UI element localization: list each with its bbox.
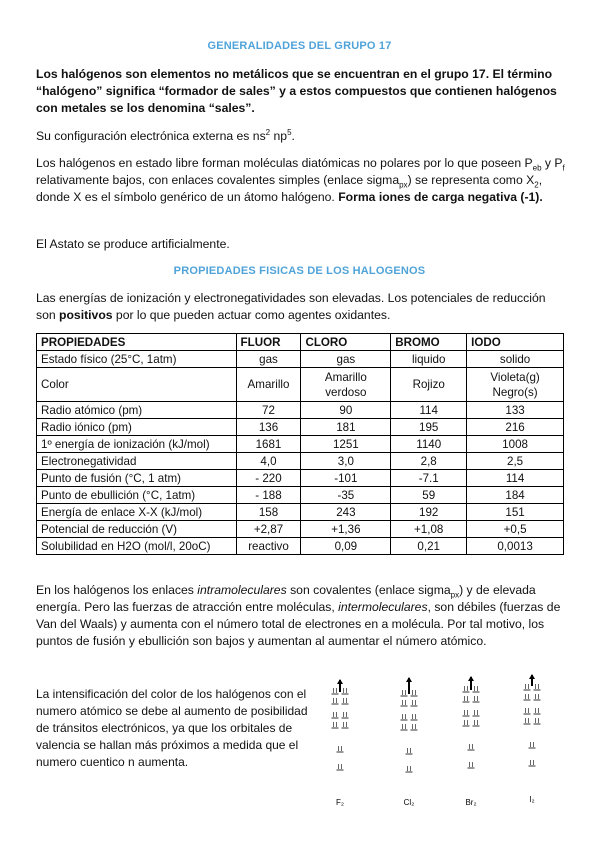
table-row xyxy=(37,470,564,487)
value-cell: 59 xyxy=(391,487,467,504)
value-cell: 114 xyxy=(391,402,467,419)
config-text-a: Su configuración electrónica externa es ns xyxy=(36,129,266,143)
value-cell: Amarillo verdoso xyxy=(301,368,391,402)
paragraph-astato: El Astato se produce artificialmente. xyxy=(36,237,230,251)
paragraph-diatomic xyxy=(36,155,568,206)
paragraph-ionization xyxy=(36,290,568,324)
diatomic-text-a: Los halógenos en estado libre forman moléculas diatómicas no polares por lo que poseen P xyxy=(36,156,533,170)
table-row xyxy=(37,368,564,402)
value-cell: -101 xyxy=(301,470,391,487)
diatomic-text-bold: Forma iones de carga negativa (-1). xyxy=(338,190,543,204)
intro-text-a: Los halógenos son elementos no metálicos que se encuentran en el grupo 17. El término “halógeno” significa “ xyxy=(36,67,553,98)
value-cell: 216 xyxy=(467,419,564,436)
value-cell: 72 xyxy=(236,402,301,419)
transition-arrowhead xyxy=(529,674,535,679)
config-sup-2: 5 xyxy=(287,127,292,137)
value-cell: 158 xyxy=(236,504,301,521)
diagram-label-br2: Br₂ xyxy=(465,798,477,807)
value-cell: 114 xyxy=(467,470,564,487)
value-cell: 243 xyxy=(301,504,391,521)
property-label: Punto de fusión (°C, 1 atm) xyxy=(37,470,237,487)
value-cell: Rojizo xyxy=(391,368,467,402)
table-row xyxy=(37,453,564,470)
paragraph-color: La intensificación del color de los halógenos con el numero atómico se debe al aumento de posibilidad de tránsitos electrónicos, ya que los orbitales de valencia se hallan más próximos a medida que el numero cuentico n aumenta. xyxy=(36,687,308,769)
diatomic-text-c: relativamente bajos, con enlaces covalentes simples (enlace sigma xyxy=(36,173,400,187)
property-label: Electronegatividad xyxy=(37,453,237,470)
property-label: Energía de enlace X-X (kJ/mol) xyxy=(37,504,237,521)
config-text-b: np xyxy=(270,129,288,143)
bonds-text-f: , son débiles (fuerzas de Van del Waals) y aumenta con el número total de electrones en a molécula. Por tal motivo, los puntos de fusión y ebullición son bajos y aumentan al aumentar el número atómico. xyxy=(36,600,561,648)
value-cell: Amarillo xyxy=(236,368,301,402)
value-cell: +0,5 xyxy=(467,521,564,538)
transition-arrowhead xyxy=(406,677,412,682)
value-cell: gas xyxy=(301,351,391,368)
value-cell: 184 xyxy=(467,487,564,504)
diatomic-sub-1: eb xyxy=(532,163,542,173)
config-sup-1: 2 xyxy=(265,127,271,137)
ionization-text-bold: positivos xyxy=(59,308,113,322)
bonds-italic-intra: intramoleculares xyxy=(197,583,287,597)
section-title-fisicas: PROPIEDADES FISICAS DE LOS HALOGENOS xyxy=(173,265,426,277)
config-text-c: . xyxy=(291,129,295,143)
bonds-text-a: En los halógenos los enlaces xyxy=(36,583,198,597)
value-cell: Violeta(g) Negro(s) xyxy=(467,368,564,402)
intro-text-c: ” y a estos compuestos que contienen halógenos con metales se los denomina “sales”. xyxy=(36,84,557,115)
property-label: Punto de ebullición (°C, 1atm) xyxy=(37,487,237,504)
paragraph-intro xyxy=(36,66,568,117)
table-row xyxy=(37,419,564,436)
value-cell: 0,0013 xyxy=(467,538,564,555)
value-cell: +1,08 xyxy=(391,521,467,538)
value-cell: reactivo xyxy=(236,538,301,555)
value-cell: 136 xyxy=(236,419,301,436)
value-cell: -7.1 xyxy=(391,470,467,487)
value-cell: 0,09 xyxy=(301,538,391,555)
diatomic-sub-2: f xyxy=(562,163,565,173)
table-row xyxy=(37,351,564,368)
property-label: Color xyxy=(37,368,237,402)
paragraph-configuration xyxy=(36,128,568,145)
ionization-text-c: por lo que pueden actuar como agentes oxidantes. xyxy=(112,308,391,322)
value-cell: - 220 xyxy=(236,470,301,487)
property-label: Radio iónico (pm) xyxy=(37,419,237,436)
diatomic-sub-3: px xyxy=(399,180,408,190)
orbital-diagram xyxy=(318,672,574,812)
header-cell: FLUOR xyxy=(236,334,301,351)
intro-text-bold: formador de sales xyxy=(164,84,270,98)
orbital-levels xyxy=(332,674,541,772)
table-row xyxy=(37,487,564,504)
diatomic-text-e: , donde X es el símbolo genérico de un átomo halógeno. xyxy=(36,173,543,204)
header-cell: CLORO xyxy=(301,334,391,351)
diatomic-text-b: y P xyxy=(541,156,563,170)
value-cell: +2,87 xyxy=(236,521,301,538)
transition-arrowhead xyxy=(337,679,343,684)
table-row xyxy=(37,402,564,419)
value-cell: 192 xyxy=(391,504,467,521)
value-cell: 4,0 xyxy=(236,453,301,470)
diagram-label-cl2: Cl₂ xyxy=(403,798,415,807)
value-cell: 133 xyxy=(467,402,564,419)
value-cell: - 188 xyxy=(236,487,301,504)
table-header-row xyxy=(37,334,564,351)
value-cell: 90 xyxy=(301,402,391,419)
value-cell: 1140 xyxy=(391,436,467,453)
value-cell: 1008 xyxy=(467,436,564,453)
header-cell: BROMO xyxy=(391,334,467,351)
table-row xyxy=(37,436,564,453)
properties-table xyxy=(36,333,564,555)
property-label: Solubilidad en H2O (mol/l, 20oC) xyxy=(37,538,237,555)
ionization-text-a: Las energías de ionización y electronegatividades son elevadas. Los potenciales de reducción son xyxy=(36,291,546,322)
value-cell: +1,36 xyxy=(301,521,391,538)
value-cell: gas xyxy=(236,351,301,368)
table-row xyxy=(37,504,564,521)
header-cell: PROPIEDADES xyxy=(37,334,237,351)
bonds-text-c: son covalentes (enlace sigma xyxy=(286,583,451,597)
value-cell: 1681 xyxy=(236,436,301,453)
diatomic-sub-4: 2 xyxy=(534,180,539,190)
diagram-label-f2: F₂ xyxy=(336,798,344,807)
value-cell: 2,8 xyxy=(391,453,467,470)
diagram-label-i2: I₂ xyxy=(529,795,535,804)
bonds-sub-1: px xyxy=(450,590,460,600)
paragraph-bonds xyxy=(36,582,568,650)
property-label: Radio atómico (pm) xyxy=(37,402,237,419)
bonds-italic-inter: intermoleculares xyxy=(338,600,428,614)
transition-arrowhead xyxy=(468,676,474,681)
diatomic-text-d: ) se representa como X xyxy=(407,173,535,187)
value-cell: 151 xyxy=(467,504,564,521)
value-cell: 2,5 xyxy=(467,453,564,470)
value-cell: 3,0 xyxy=(301,453,391,470)
value-cell: 195 xyxy=(391,419,467,436)
value-cell: 181 xyxy=(301,419,391,436)
header-cell: IODO xyxy=(467,334,564,351)
value-cell: 1251 xyxy=(301,436,391,453)
property-label: Estado físico (25°C, 1atm) xyxy=(37,351,237,368)
value-cell: -35 xyxy=(301,487,391,504)
section-title-generalidades: GENERALIDADES DEL GRUPO 17 xyxy=(207,40,392,52)
bonds-text-d: ) y de elevada energía. Pero las fuerzas de atracción entre moléculas, xyxy=(36,583,536,614)
table-row xyxy=(37,521,564,538)
value-cell: solido xyxy=(467,351,564,368)
property-label: Potencial de reducción (V) xyxy=(37,521,237,538)
table-row xyxy=(37,538,564,555)
value-cell: 0,21 xyxy=(391,538,467,555)
property-label: 1º energía de ionización (kJ/mol) xyxy=(37,436,237,453)
value-cell: liquido xyxy=(391,351,467,368)
